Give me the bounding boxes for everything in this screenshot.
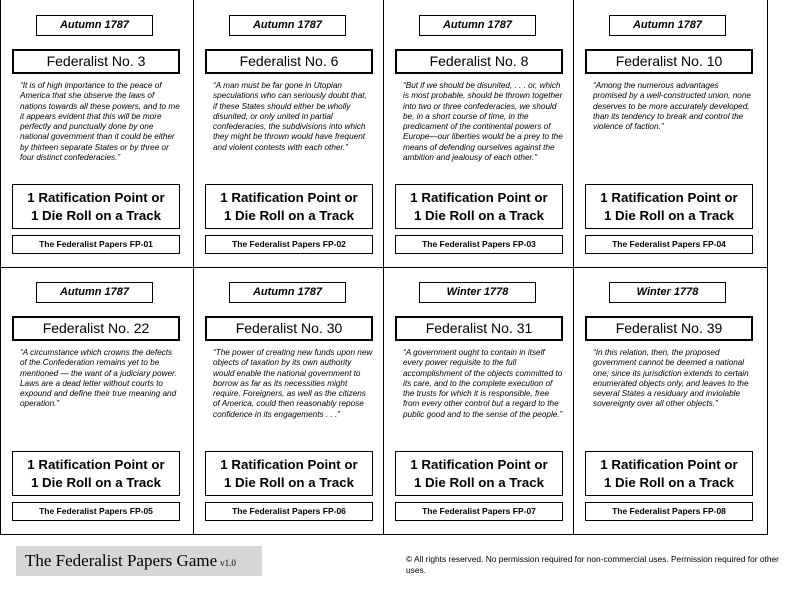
card-reward xyxy=(205,184,373,229)
card-code: The Federalist Papers FP-07 xyxy=(395,502,563,521)
card-reward xyxy=(585,184,753,229)
federalist-card xyxy=(383,267,573,534)
game-title-banner xyxy=(16,546,262,576)
card-quote: “A circumstance which crowns the defects of the Confederation remains yet to be mentioned — the want of a judiciary power. Laws are a dead letter without courts to expound and define their true meaning and operation.” xyxy=(20,348,177,409)
card-reward-line: 1 Ratification Point or xyxy=(600,190,738,205)
card-title: Federalist No. 39 xyxy=(585,316,753,341)
federalist-card xyxy=(0,267,190,534)
federalist-card xyxy=(573,0,763,267)
card-season: Winter 1778 xyxy=(609,282,726,303)
card-reward-line: 1 Ratification Point or xyxy=(410,190,548,205)
game-version: v1.0 xyxy=(220,558,236,568)
card-code: The Federalist Papers FP-08 xyxy=(585,502,753,521)
card-reward xyxy=(395,451,563,496)
card-season: Winter 1778 xyxy=(419,282,536,303)
card-season: Autumn 1787 xyxy=(36,15,153,36)
card-reward xyxy=(12,451,180,496)
card-reward-line: 1 Ratification Point or xyxy=(220,457,358,472)
card-reward-line: 1 Die Roll on a Track xyxy=(223,475,355,490)
card-code: The Federalist Papers FP-04 xyxy=(585,235,753,254)
card-quote: “Among the numerous advantages promised by a well-constructed union, none deserves to be more accurately developed, than its tendency to break and control the violence of faction.” xyxy=(593,81,751,132)
card-season: Autumn 1787 xyxy=(229,15,346,36)
card-title: Federalist No. 22 xyxy=(12,316,180,341)
card-reward xyxy=(585,451,753,496)
card-reward-line: 1 Die Roll on a Track xyxy=(413,475,545,490)
card-quote: “But if we should be disunited, . . . or, which is most probable, should be thrown together into two or three confederacies, we should be, in a short course of time, in the predicament of the continental powers of Europe—our liberties would be a prey to the means of defending ourselves against the ambition and jealousy of each other.” xyxy=(403,81,563,163)
card-reward-line: 1 Ratification Point or xyxy=(27,190,165,205)
card-code: The Federalist Papers FP-01 xyxy=(12,235,180,254)
card-reward-line: 1 Die Roll on a Track xyxy=(30,475,162,490)
card-reward-line: 1 Die Roll on a Track xyxy=(603,208,735,223)
card-title: Federalist No. 10 xyxy=(585,49,753,74)
card-reward-line: 1 Die Roll on a Track xyxy=(413,208,545,223)
card-season: Autumn 1787 xyxy=(229,282,346,303)
card-reward-line: 1 Ratification Point or xyxy=(27,457,165,472)
card-quote: “It is of high importance to the peace of America that she observe the laws of nations towards all these powers, and to me it appears evident that this will be more perfectly and punctually done by one national government than it could be either by thirteen separate States or by three or four distinct confederacies.” xyxy=(20,81,180,163)
federalist-card xyxy=(193,0,383,267)
card-reward-line: 1 Die Roll on a Track xyxy=(30,208,162,223)
card-reward-line: 1 Die Roll on a Track xyxy=(603,475,735,490)
card-reward-line: 1 Ratification Point or xyxy=(410,457,548,472)
federalist-card xyxy=(193,267,383,534)
card-title: Federalist No. 3 xyxy=(12,49,180,74)
card-quote: “In this relation, then, the proposed government cannot be deemed a national one; since its jurisdiction extends to certain enumerated objects only, and leaves to the several States a residuary and inviolable sovereignty over all other objects.” xyxy=(593,348,749,409)
federalist-card xyxy=(0,0,190,267)
card-quote: “The power of creating new funds upon new objects of taxation by its own authority would enable the national government to borrow as far as its necessities might require. Foreigners, as well as the citizens of America, could then reasonably repose confidence in its engagements . . .” xyxy=(213,348,373,419)
card-title: Federalist No. 30 xyxy=(205,316,373,341)
card-title: Federalist No. 8 xyxy=(395,49,563,74)
card-season: Autumn 1787 xyxy=(419,15,536,36)
card-quote: “A government ought to contain in itself every power requisite to the full accomplishment of the objects committed to its care, and to the complete execution of the trusts for which it is responsible, free from every other control but a regard to the public good and to the sense of the people.” xyxy=(403,348,563,419)
federalist-card xyxy=(383,0,573,267)
card-code: The Federalist Papers FP-02 xyxy=(205,235,373,254)
card-reward-line: 1 Ratification Point or xyxy=(220,190,358,205)
card-title: Federalist No. 6 xyxy=(205,49,373,74)
card-code: The Federalist Papers FP-05 xyxy=(12,502,180,521)
card-reward xyxy=(205,451,373,496)
federalist-card xyxy=(573,267,763,534)
card-reward-line: 1 Die Roll on a Track xyxy=(223,208,355,223)
card-reward xyxy=(12,184,180,229)
card-season: Autumn 1787 xyxy=(609,15,726,36)
cut-line-horizontal xyxy=(0,534,768,535)
card-title: Federalist No. 31 xyxy=(395,316,563,341)
card-code: The Federalist Papers FP-06 xyxy=(205,502,373,521)
card-season: Autumn 1787 xyxy=(36,282,153,303)
card-reward xyxy=(395,184,563,229)
game-title: The Federalist Papers Game xyxy=(25,551,218,570)
card-reward-line: 1 Ratification Point or xyxy=(600,457,738,472)
card-quote: “A man must be far gone in Utopian speculations who can seriously doubt that, if these States should either be wholly disunited, or only united in partial confederacies, the subdivisions into which they might be thrown would have frequent and violent contests with each other.” xyxy=(213,81,367,152)
card-code: The Federalist Papers FP-03 xyxy=(395,235,563,254)
copyright-notice: © All rights reserved. No permission required for non-commercial uses. Permission required for other uses. xyxy=(406,554,779,575)
